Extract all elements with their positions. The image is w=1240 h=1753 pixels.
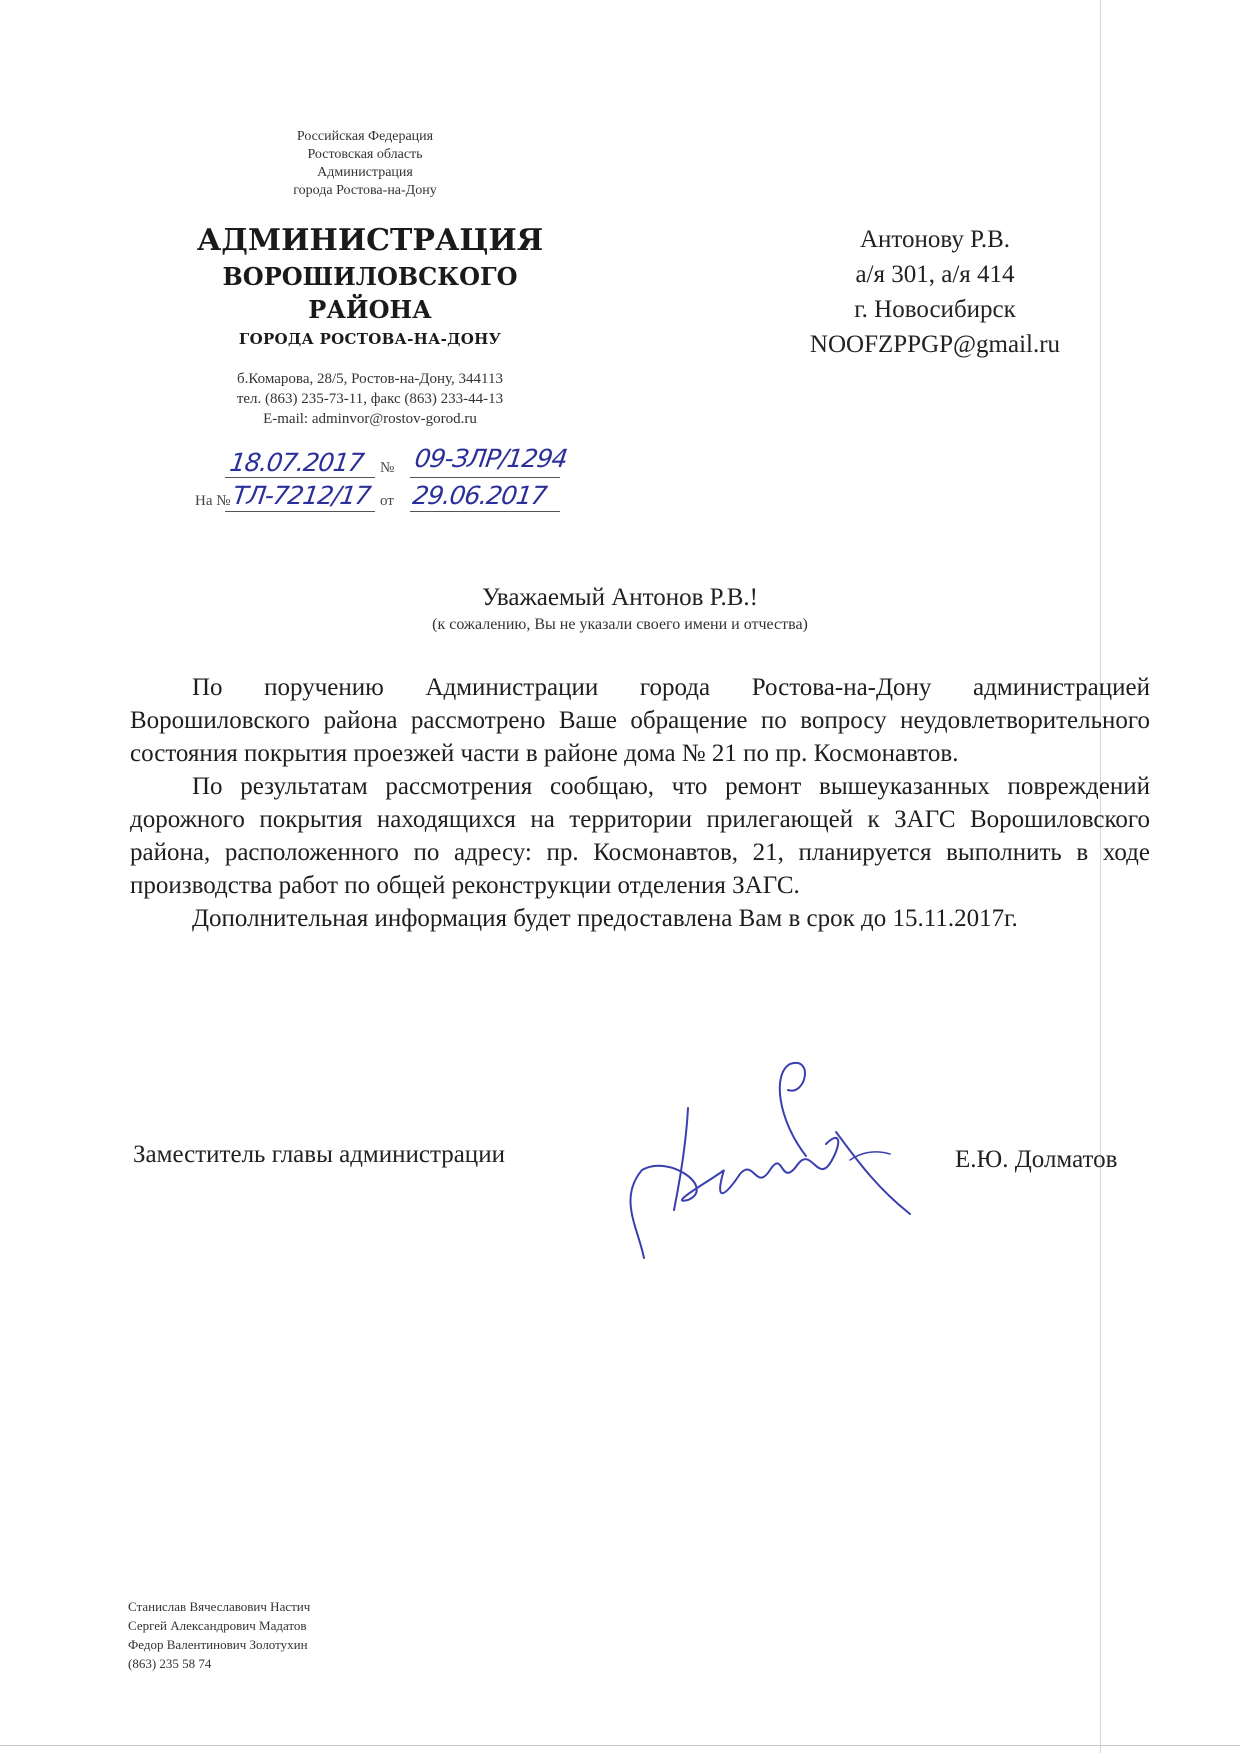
- body-paragraph: Дополнительная информация будет предоставлена Вам в срок до 15.11.2017г.: [192, 905, 1018, 932]
- body-paragraph: По поручению Администрации города Ростова-на-Дону администрацией Ворошиловского района рассмотрено Ваше обращение по вопросу неудовлетворительного состояния покрытия проезжей части в районе дома № 21 по пр. Космонавтов.: [130, 674, 1150, 767]
- ref-from-label: от: [380, 493, 394, 509]
- addressee-block: [770, 222, 1100, 362]
- ref-number-underline: [225, 511, 375, 512]
- org-contacts: [190, 369, 550, 429]
- reg-date: 18.07.2017: [227, 448, 366, 477]
- ref-date-underline: [410, 511, 560, 512]
- reg-number-label: №: [380, 460, 395, 476]
- ref-label: На №: [195, 493, 231, 509]
- org-line-2: ВОРОШИЛОВСКОГО: [222, 262, 518, 291]
- letterhead-header: [230, 128, 500, 200]
- org-line-4: ГОРОДА РОСТОВА-НА-ДОНУ: [238, 330, 502, 348]
- ref-date: 29.06.2017: [410, 481, 549, 510]
- org-line-1: АДМИНИСТРАЦИЯ: [196, 223, 544, 258]
- body-paragraph: По результатам рассмотрения сообщаю, что ремонт вышеуказанных повреждений дорожного покрытия находящихся на территории прилегающей к ЗАГС Ворошиловского района, расположенного по адресу: пр. Космонавтов, 21, планируется выполнить в ходе производства работ по общей реконструкции отделения ЗАГС.: [130, 773, 1150, 899]
- ref-number: ТЛ-7212/17: [230, 481, 372, 510]
- salutation-note: (к сожалению, Вы не указали своего имени и отчества): [432, 616, 808, 633]
- executors-block: [128, 1597, 310, 1673]
- addressee-email: NOOFZPPGP@gmail.ru: [809, 331, 1061, 358]
- greeting-block: [300, 582, 940, 636]
- signer-name: Е.Ю. Долматов: [955, 1146, 1118, 1173]
- executor-phone: (863) 235 58 74: [128, 1656, 212, 1671]
- addressee-line: а/я 301, а/я 414: [855, 261, 1015, 288]
- signer-title: Заместитель главы администрации: [133, 1141, 505, 1168]
- header-line: Российская Федерация: [296, 129, 434, 144]
- org-phone: тел. (863) 235-73-11, факс (863) 233-44-13: [236, 391, 504, 407]
- scan-bottom-line: [0, 1745, 1240, 1746]
- salutation: Уважаемый Антонов Р.В.!: [482, 584, 758, 611]
- executor-line: Сергей Александрович Мадатов: [128, 1618, 307, 1633]
- addressee-line: Антонову Р.В.: [859, 226, 1011, 253]
- executor-line: Федор Валентинович Золотухин: [128, 1637, 308, 1652]
- registration-block: [195, 444, 575, 522]
- reg-number: 09-ЗЛР/1294: [412, 444, 569, 473]
- header-line: города Ростова-на-Дону: [293, 183, 437, 198]
- org-line-3: РАЙОНА: [308, 295, 432, 324]
- addressee-line: г. Новосибирск: [854, 296, 1016, 323]
- reg-number-underline: [410, 477, 560, 478]
- letter-body: [130, 671, 1150, 935]
- org-address: б.Комарова, 28/5, Ростов-на-Дону, 344113: [237, 371, 503, 387]
- header-line: Администрация: [317, 165, 413, 180]
- org-email: E-mail: adminvor@rostov-gorod.ru: [263, 411, 477, 427]
- handwritten-signature: [600, 1050, 920, 1270]
- header-line: Ростовская область: [307, 147, 423, 162]
- organization-name: [180, 222, 560, 352]
- executor-line: Станислав Вячеславович Настич: [128, 1599, 311, 1614]
- reg-date-underline: [225, 477, 375, 478]
